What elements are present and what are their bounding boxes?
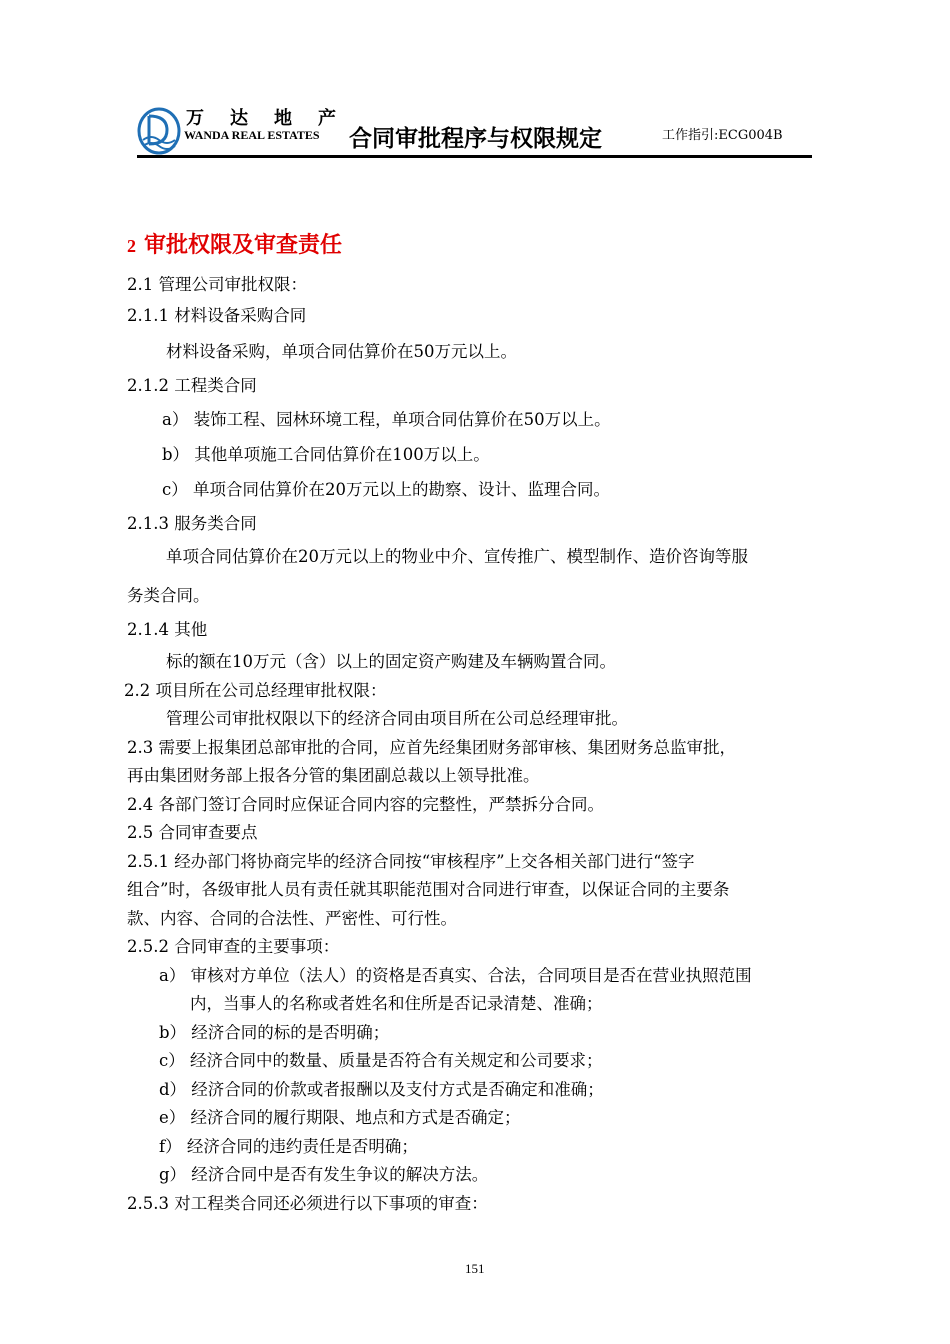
list-item: b） 经济合同的标的是否明确； xyxy=(159,1023,390,1042)
text-line: 2.3 需要上报集团总部审批的合同，应首先经集团财务部审核、集团财务总监审批， xyxy=(127,738,736,757)
list-item: b） 其他单项施工合同估算价在100万以上。 xyxy=(162,445,490,464)
list-item: g） 经济合同中是否有发生争议的解决方法。 xyxy=(159,1165,489,1184)
list-item: a） 装饰工程、园林环境工程，单项合同估算价在50万以上。 xyxy=(162,410,611,429)
text-line: 单项合同估算价在20万元以上的物业中介、宣传推广、模型制作、造价咨询等服 xyxy=(166,547,748,566)
list-item: c） 经济合同中的数量、质量是否符合有关规定和公司要求； xyxy=(159,1051,603,1070)
section-number: 2 xyxy=(127,236,136,256)
list-item: d） 经济合同的价款或者报酬以及支付方式是否确定和准确； xyxy=(159,1080,604,1099)
text-line: 2.1.2 工程类合同 xyxy=(127,376,257,395)
text-line: 管理公司审批权限以下的经济合同由项目所在公司总经理审批。 xyxy=(166,709,628,728)
document-title: 合同审批程序与权限规定 xyxy=(349,126,602,152)
text-line: 2.5 合同审查要点 xyxy=(127,823,258,842)
text-line: 务类合同。 xyxy=(127,586,210,605)
logo-char: 地 xyxy=(274,108,292,129)
text-line: 2.1.4 其他 xyxy=(127,620,208,639)
text-line: 标的额在10万元（含）以上的固定资产购建及车辆购置合同。 xyxy=(166,652,616,671)
text-line: 2.5.3 对工程类合同还必须进行以下事项的审查： xyxy=(127,1194,488,1213)
text-line: 2.5.1 经办部门将协商完毕的经济合同按“审核程序”上交各相关部门进行“签字 xyxy=(127,852,695,871)
list-item: c） 单项合同估算价在20万元以上的勘察、设计、监理合同。 xyxy=(162,480,610,499)
logo-char: 万 xyxy=(186,108,204,129)
text-line: 2.1.3 服务类合同 xyxy=(127,514,257,533)
list-item-continuation: 内，当事人的名称或者姓名和住所是否记录清楚、准确； xyxy=(190,994,603,1013)
text-line: 再由集团财务部上报各分管的集团副总裁以上领导批准。 xyxy=(127,766,540,785)
text-line: 组合”时，各级审批人员有责任就其职能范围对合同进行审查，以保证合同的主要条 xyxy=(127,880,730,899)
text-line: 材料设备采购，单项合同估算价在50万元以上。 xyxy=(166,342,517,361)
list-item: f） 经济合同的违约责任是否明确； xyxy=(159,1137,418,1156)
logo-char: 产 xyxy=(318,108,336,129)
section-title: 审批权限及审查责任 xyxy=(144,233,343,258)
list-item: e） 经济合同的履行期限、地点和方式是否确定； xyxy=(159,1108,521,1127)
text-line: 2.4 各部门签订合同时应保证合同内容的完整性，严禁拆分合同。 xyxy=(127,795,604,814)
logo-char: 达 xyxy=(230,108,248,129)
logo-chinese-name xyxy=(186,104,336,130)
text-line: 2.5.2 合同审查的主要事项： xyxy=(127,937,340,956)
header-divider xyxy=(137,155,812,158)
text-line: 2.2 项目所在公司总经理审批权限： xyxy=(124,681,387,700)
wanda-logo-icon xyxy=(137,106,181,156)
list-item: a） 审核对方单位（法人）的资格是否真实、合法，合同项目是否在营业执照范围 xyxy=(159,966,752,985)
text-line: 2.1 管理公司审批权限： xyxy=(127,275,307,294)
document-code: 工作指引:ECG004B xyxy=(662,128,783,143)
section-heading xyxy=(127,228,342,259)
text-line: 2.1.1 材料设备采购合同 xyxy=(127,306,307,325)
page-header xyxy=(0,0,950,170)
page-number: 151 xyxy=(465,1261,485,1276)
logo-english-name: WANDA REAL ESTATES xyxy=(184,128,320,142)
text-line: 款、内容、合同的合法性、严密性、可行性。 xyxy=(127,909,457,928)
